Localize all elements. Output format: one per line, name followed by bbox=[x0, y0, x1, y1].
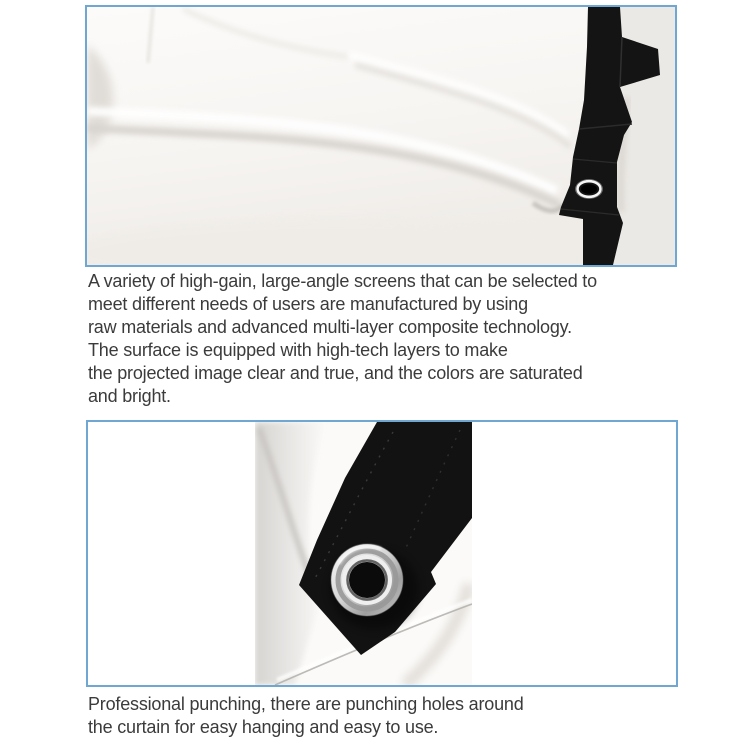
intro-line: and bright. bbox=[88, 386, 171, 406]
intro-line: raw materials and advanced multi-layer composite technology. bbox=[88, 317, 572, 337]
screen-fabric-photo-canvas bbox=[87, 7, 675, 265]
intro-paragraph bbox=[88, 270, 673, 408]
screen-fabric-photo bbox=[85, 5, 677, 267]
intro-line: A variety of high-gain, large-angle screens that can be selected to bbox=[88, 271, 597, 291]
grommet-closeup-photo bbox=[255, 422, 472, 685]
punching-line: Professional punching, there are punching holes around bbox=[88, 694, 524, 714]
intro-line: the projected image clear and true, and the colors are saturated bbox=[88, 363, 583, 383]
grommet-closeup-figure bbox=[86, 420, 678, 687]
draped-white-fabric bbox=[87, 7, 607, 265]
punching-line: the curtain for easy hanging and easy to use. bbox=[88, 717, 439, 737]
punching-paragraph bbox=[88, 693, 673, 739]
intro-line: The surface is equipped with high-tech layers to make bbox=[88, 340, 508, 360]
intro-line: meet different needs of users are manufactured by using bbox=[88, 294, 528, 314]
